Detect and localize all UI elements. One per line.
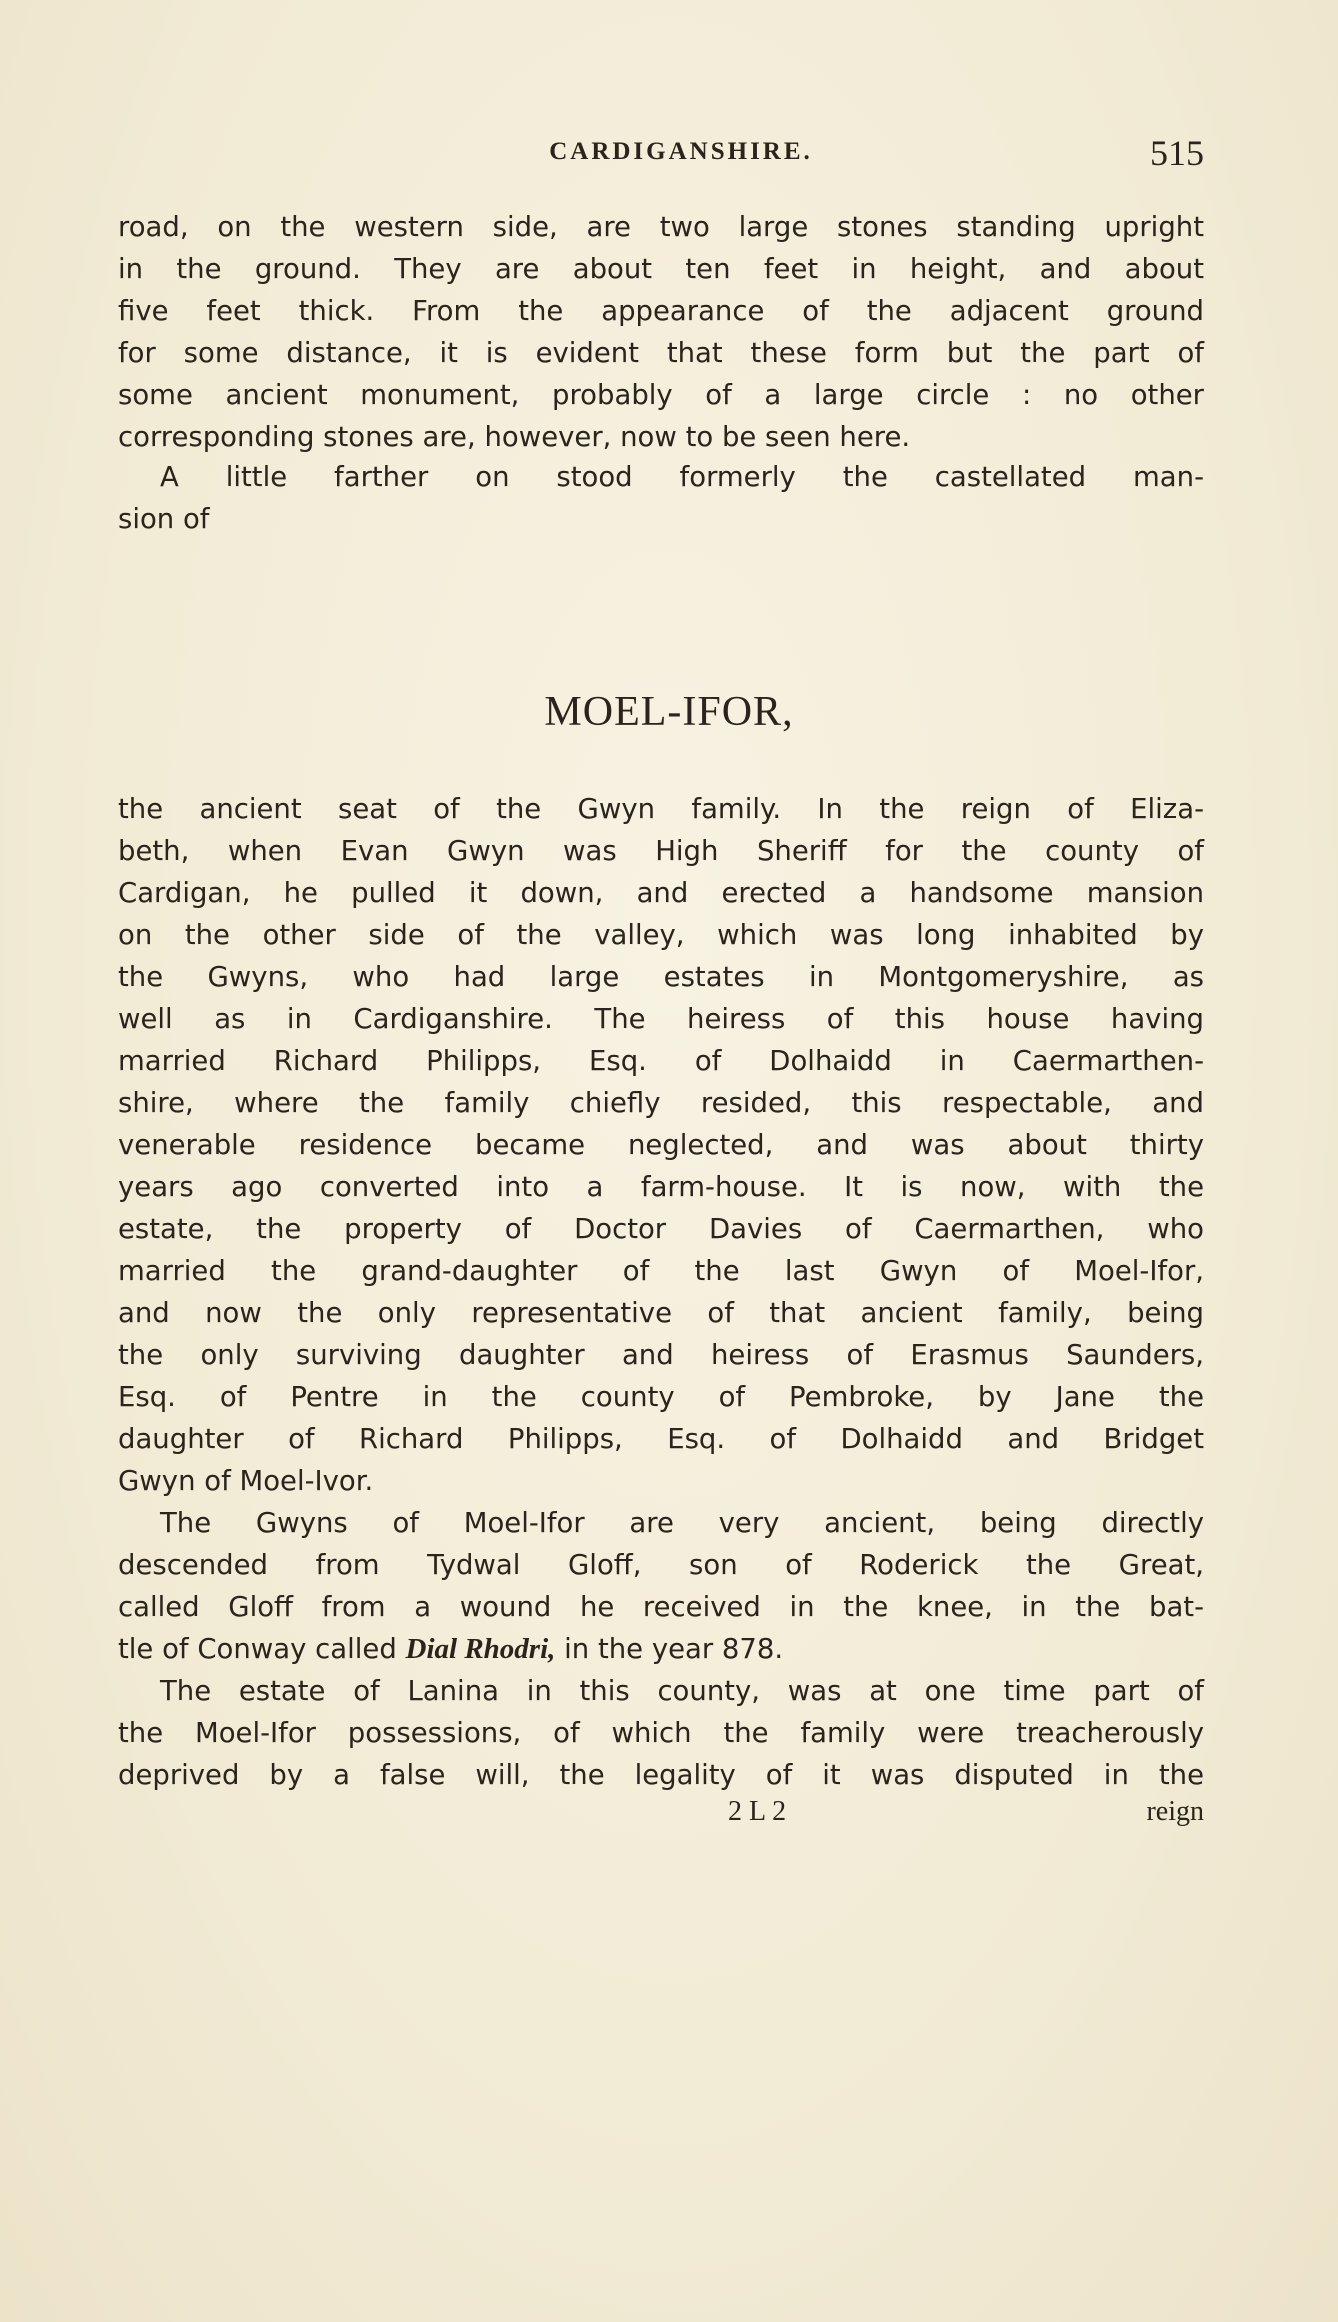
text-line: Gwyn of Moel-Ivor. bbox=[118, 1465, 374, 1497]
section-heading: MOEL-IFOR, bbox=[544, 689, 794, 735]
text-line: The Gwyns of Moel-Ifor are very ancient, being directly bbox=[160, 1507, 1204, 1539]
italic-text: Dial Rhodri, bbox=[405, 1633, 556, 1665]
text-line: venerable residence became neglected, and was about thirty bbox=[118, 1129, 1204, 1161]
text-line: beth, when Evan Gwyn was High Sheriff for the county of bbox=[118, 835, 1204, 867]
text-line: road, on the western side, are two large stones standing upright bbox=[118, 211, 1204, 243]
text-line: deprived by a false will, the legality of it was disputed in the bbox=[118, 1759, 1204, 1791]
signature-mark: 2 L 2 bbox=[728, 1796, 787, 1827]
text-line: estate, the property of Doctor Davies of Caermarthen, who bbox=[118, 1213, 1204, 1245]
text-line: the ancient seat of the Gwyn family. In the reign of Eliza- bbox=[118, 793, 1204, 825]
text-line: called Gloff from a wound he received in the knee, in the bat- bbox=[118, 1591, 1204, 1623]
text-line bbox=[118, 1630, 1204, 1668]
text-line: daughter of Richard Philipps, Esq. of Dolhaidd and Bridget bbox=[118, 1423, 1204, 1455]
text-line: descended from Tydwal Gloff, son of Roderick the Great, bbox=[118, 1549, 1204, 1581]
text-line: sion of bbox=[118, 503, 210, 535]
page-footer bbox=[118, 1796, 1204, 1836]
text-line: some ancient monument, probably of a large circle : no other bbox=[118, 379, 1204, 411]
text-line: years ago converted into a farm-house. It is now, with the bbox=[118, 1171, 1204, 1203]
text-line: well as in Cardiganshire. The heiress of this house having bbox=[118, 1003, 1204, 1035]
page-header bbox=[118, 133, 1204, 178]
text-line: The estate of Lanina in this county, was at one time part of bbox=[160, 1675, 1204, 1707]
text-line: in the ground. They are about ten feet in height, and about bbox=[118, 253, 1204, 285]
text-line: married the grand-daughter of the last Gwyn of Moel-Ifor, bbox=[118, 1255, 1204, 1287]
text-line: shire, where the family chiefly resided, this respectable, and bbox=[118, 1087, 1204, 1119]
text-segment: tle of Conway called bbox=[118, 1633, 406, 1665]
text-line: the only surviving daughter and heiress of Erasmus Saunders, bbox=[118, 1339, 1204, 1371]
text-segment: in the year 878. bbox=[555, 1633, 784, 1665]
text-line: Esq. of Pentre in the county of Pembroke, by Jane the bbox=[118, 1381, 1204, 1413]
text-line: the Moel-Ifor possessions, of which the family were treacherously bbox=[118, 1717, 1204, 1749]
catchword: reign bbox=[1146, 1796, 1204, 1827]
text-line: and now the only representative of that ancient family, being bbox=[118, 1297, 1204, 1329]
text-line: on the other side of the valley, which was long inhabited by bbox=[118, 919, 1204, 951]
text-line: corresponding stones are, however, now to be seen here. bbox=[118, 421, 911, 453]
text-line: five feet thick. From the appearance of the adjacent ground bbox=[118, 295, 1204, 327]
text-line: A little farther on stood formerly the castellated man- bbox=[160, 461, 1204, 493]
text-line: the Gwyns, who had large estates in Montgomeryshire, as bbox=[118, 961, 1204, 993]
text-line: Cardigan, he pulled it down, and erected a handsome mansion bbox=[118, 877, 1204, 909]
page-number: 515 bbox=[1150, 133, 1204, 173]
text-line: married Richard Philipps, Esq. of Dolhaidd in Caermarthen- bbox=[118, 1045, 1204, 1077]
text-line: for some distance, it is evident that these form but the part of bbox=[118, 337, 1204, 369]
running-title: CARDIGANSHIRE. bbox=[549, 138, 813, 165]
